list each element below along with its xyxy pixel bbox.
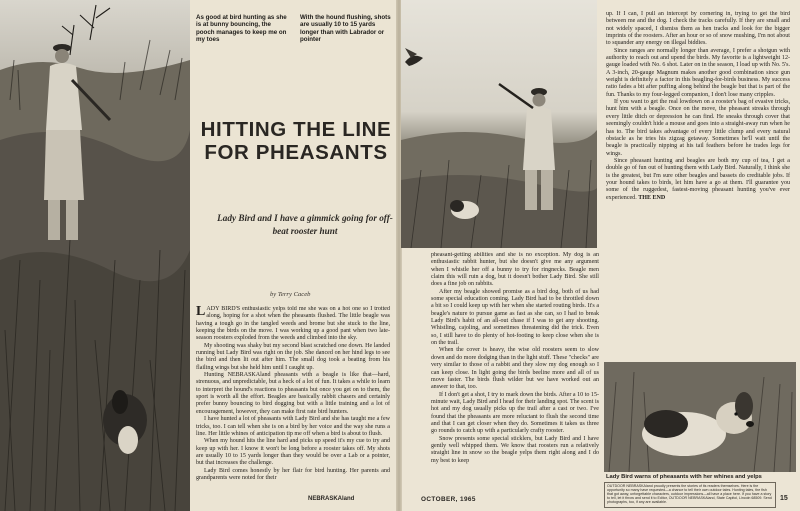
paragraph: Since ranges are normally longer than average, I prefer a shotgun with authority to reach out and upend the birds. My favorite is a lightweight 12-gauge loaded with No. 6 shot. Later on in the season, I load up with No. 5's. A 3-inch, 20-gauge Magnum makes another good combination since gun weight is definitely a factor in this beagling-for-birds business. My success ratio fades a bit after puffing along behind the beagle but that is part of the fun. Thanks to my four-legged companion, I don't lose many cripples. [606,47,790,98]
paragraph: If you want to get the real lowdown on a rooster's bag of evasive tricks, hunt him with a beagle. Once on the move, the pheasant streaks through every little ditch or depression he can find. He sneaks through cover that seemingly couldn't hide a mouse and goes into a straight-away run when he has to. The bird takes advantage of every little clump and every natural obstacle as he tries his zigzag getaway. Sometimes he'll wait until the beagle is practically nipping at his tail feathers before he trades legs for wings. [606,99,790,157]
paragraph: When my hound hits the line hard and picks up speed it's my cue to try and keep up with her. I know it won't be long before a rooster takes off. My shots are usually 10 to 15 yards longer than they would be over a Lab or a pointer, but that increases the challenge. [196,438,390,467]
paragraph: If I don't get a shot, I try to mark down the birds. After a 10 to 15-minute wait, Lady Bird and I head for their landing spot. The scent is hot and my dog usually picks up the trail after a cast or two. I've found that the pheasants are more reluctant to flush the second time and that I can get closer when they do. Sometimes it takes us three go rounds to catch up with a particularly crafty rooster. [431,391,599,435]
paragraph: Snow presents some special sticklers, but Lady Bird and I have gently well whipped them. We know that roosters run a relatively straight line in snow so the beagle yelps them right along and I do my best to keep [431,435,599,464]
paragraph: Hunting NEBRASKAland pheasants with a beagle is like that—hard, strenuous, and unpredictable, but a heck of a lot of fun. It takes a while to learn to interpret the hound's reactions to pheasants but once you get on to them, the sport is worth all the effort. Beagles are basically rabbit chasers and certainly prefer bunny bouncing to bird dogging but with a little training and a lot of encouragement, however, they can make first rate bird hunters. [196,372,390,415]
paragraph [196,306,390,343]
beagle-photo [604,362,796,472]
photo-caption-dog: As good at bird hunting as she is at bunny bouncing, the pooch manages to keep me on my toes [196,14,287,44]
footer-page-number: 15 [780,495,788,502]
the-end-marker: THE END [638,194,666,201]
hunter-shooting-photo [401,0,597,248]
photo-caption-shots: With the hound flushing, shots are usually 10 to 15 yards longer than with Labrador or pointer [300,14,391,44]
footer-issue-date: OCTOBER, 1965 [421,496,476,503]
paragraph: up. If I can, I pull an intercept by cornering in, trying to get the bird between me and the dog. I check the tracks carefully. If they are small and not widely spaced, I dismiss them as hen tracks and look for the bigger imprints of the roosters. After an hour or so of snow mushing, I'm not about to squander any energy on illegal biddies. [606,11,790,47]
article-subtitle: Lady Bird and I have a gimmick going for off-beat rooster hunt [217,213,393,236]
article-column-2 [431,252,599,472]
article-byline: by Terry Caceb [270,291,311,298]
article-column-1 [196,306,390,496]
paragraph: My shooting was shaky but my second blast scratched one down. He landed running but Lady Bird was right on the job. She danced on her hind legs to see the bird and then lit out after him. The small dog took a beating from his flailing wings but she held him until I caught up. [196,342,390,371]
paragraph: After my beagle showed promise as a bird dog, both of us had some special education coming. Lady Bird had to be throttled down a bit so I could keep up with her when she started routing birds. It's a beagle's nature to pursue game as fast as she can, so I had to break Lady Bird's habit of an all-out chase if I was to get any shooting. Whistling, cajoling, and sometimes threatening did the trick. Even so, I still have to do plenty of hot-footing to keep close when she is on the trail. [431,288,599,347]
paragraph: pheasant-getting abilities and she is no exception. My dog is an enthusiastic rabbit hunter, but she doesn't give me any argument when I whistle her off a bunny to try for ringnecks. Beagle men claim this will ruin a dog, but it doesn't bother Lady Bird. She still does a fine job on rabbits. [431,252,599,288]
paragraph [606,158,790,202]
hunter-with-beagle-photo [0,0,190,511]
paragraph: I have hunted a lot of pheasants with Lady Bird and she has taught me a few tricks, too. I can tell when she is on a bird by her voice and the way she runs a line. Her little whines of anticipation tip me off when a bird is about to flush. [196,416,390,437]
paragraph-text: Since pheasant hunting and beagles are both my cup of tea, I get a double go of fun out of hunting them with Lady Bird. Naturally, I think she is the greatest, but I'm sure other beagles and bassets do creditable jobs. If your hound takes to birds, let him have a go at them. I'll guarantee you some of the ruggedest, fastest-moving pheasant hunting you've ever experienced. [606,157,790,201]
paragraph-text: ADY BIRD'S enthusiastic yelps told me she was on a hot one so I trotted along, hoping for a shot when the pheasants flushed. The little beagle was having a tough go in the tangled weeds and brome but she stuck to the line, keeping the birds on the move. I was working up a good pant when two late-season roosters exploded from the weeds and climbed into the sky. [196,306,390,342]
paragraph: When the cover is heavy, the wise old roosters seem to slow down and do more dodging than in the light stuff. These "checks" are very similar to those of a rabbit and they slow my dog enough so I can keep close. In light going the birds beeline more and all of us move faster. The birds flush wilder but we have worked out an answer to that, too. [431,347,599,391]
article-title: HITTING THE LINE FOR PHEASANTS [200,118,392,164]
paragraph: Lady Bird comes honestly by her flair for bird hunting. Her parents and grandparents were noted for their [196,467,390,481]
article-column-3 [606,11,790,357]
footer-magazine-name: NEBRASKAland [308,496,355,502]
beagle-photo-caption: Lady Bird warns of pheasants with her whines and yelps [606,474,762,480]
drop-cap: L [196,306,206,319]
reader-stories-box: OUTDOOR NEBRASKAland proudly presents the stories of its readers themselves. Here is the opportunity so many have requested—a chance to tell their own outdoor tales. Hunting tales, the fish that got away, unforgettable characters, outdoor impressions—all have a place here. If you have a story to tell, let it throw and send it to Editor, OUTDOOR NEBRASKAland, State Capitol, Lincoln 68509. Send photographs, too, if any are available. [604,482,776,508]
